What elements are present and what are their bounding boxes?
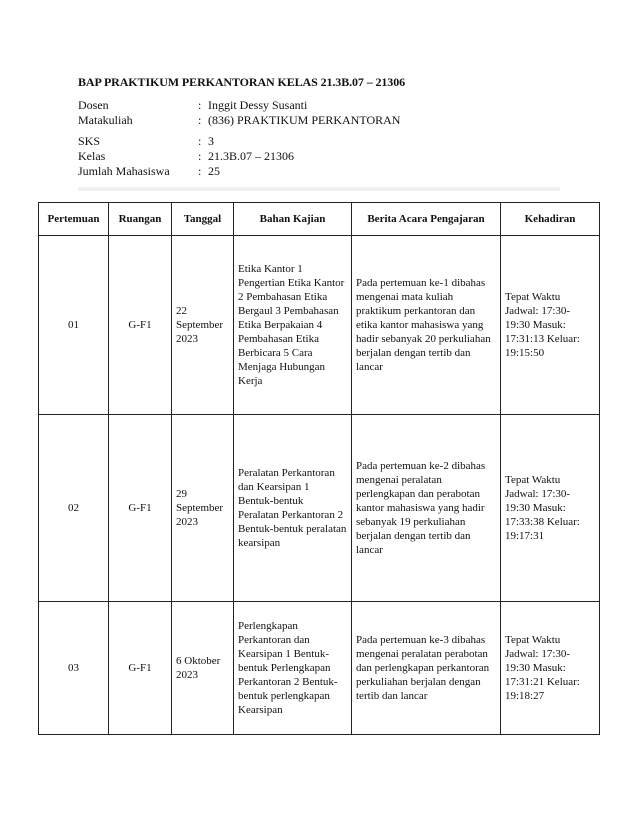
cell-ruangan: G-F1: [109, 236, 172, 415]
info-colon: :: [198, 113, 202, 127]
course-info: [78, 98, 400, 179]
cell-ruangan: G-F1: [109, 602, 172, 735]
cell-bahan-kajian: Perlengkapan Perkantoran dan Kearsipan 1 Bentuk-bentuk Perlengkapan Perkantoran 2 Bentuk-bentuk perlengkapan Kearsipan: [234, 602, 352, 735]
info-value: 21.3B.07 – 21306: [208, 149, 295, 163]
info-colon: :: [198, 164, 202, 178]
cell-pertemuan: 01: [39, 236, 109, 415]
cell-berita-acara: Pada pertemuan ke-2 dibahas mengenai peralatan perlengkapan dan perabotan kantor mahasiswa yang hadir sebanyak 19 perkuliahan berjalan dengan tertib dan lancar: [352, 415, 501, 602]
header-ruangan: Ruangan: [109, 203, 172, 236]
info-row-matakuliah: [78, 113, 400, 128]
info-label: Dosen: [78, 98, 109, 112]
info-value: 25: [208, 164, 220, 178]
info-colon: :: [198, 98, 202, 112]
cell-pertemuan: 03: [39, 602, 109, 735]
divider: [78, 187, 560, 191]
info-value: (836) PRAKTIKUM PERKANTORAN: [208, 113, 401, 127]
info-colon: :: [198, 134, 202, 148]
header-tanggal: Tanggal: [172, 203, 234, 236]
info-label: Kelas: [78, 149, 106, 163]
info-label: Jumlah Mahasiswa: [78, 164, 170, 178]
cell-kehadiran: Tepat Waktu Jadwal: 17:30-19:30 Masuk: 17:33:38 Keluar: 19:17:31: [501, 415, 600, 602]
table-row: [39, 236, 600, 415]
info-row-jumlah-mahasiswa: [78, 164, 400, 179]
table-row: [39, 602, 600, 735]
cell-ruangan: G-F1: [109, 415, 172, 602]
header-kehadiran: Kehadiran: [501, 203, 600, 236]
cell-pertemuan: 02: [39, 415, 109, 602]
info-label: SKS: [78, 134, 101, 148]
info-row-sks: [78, 128, 400, 149]
cell-bahan-kajian: Peralatan Perkantoran dan Kearsipan 1 Bentuk-bentuk Peralatan Perkantoran 2 Bentuk-bentuk peralatan kearsipan: [234, 415, 352, 602]
cell-kehadiran: Tepat Waktu Jadwal: 17:30-19:30 Masuk: 17:31:21 Keluar: 19:18:27: [501, 602, 600, 735]
info-row-dosen: [78, 98, 400, 113]
header-berita-acara: Berita Acara Pengajaran: [352, 203, 501, 236]
header-bahan-kajian: Bahan Kajian: [234, 203, 352, 236]
info-value: Inggit Dessy Susanti: [208, 98, 308, 112]
info-colon: :: [198, 149, 202, 163]
table-header-row: [39, 203, 600, 236]
info-value: 3: [208, 134, 214, 148]
info-label: Matakuliah: [78, 113, 133, 127]
table-row: [39, 415, 600, 602]
cell-bahan-kajian: Etika Kantor 1 Pengertian Etika Kantor 2 Pembahasan Etika Bergaul 3 Pembahasan Etika Berpakaian 4 Pembahasan Etika Berbicara 5 Cara Menjaga Hubungan Kerja: [234, 236, 352, 415]
cell-tanggal: 22 September 2023: [172, 236, 234, 415]
cell-kehadiran: Tepat Waktu Jadwal: 17:30-19:30 Masuk: 17:31:13 Keluar: 19:15:50: [501, 236, 600, 415]
cell-tanggal: 29 September 2023: [172, 415, 234, 602]
info-row-kelas: [78, 149, 400, 164]
cell-berita-acara: Pada pertemuan ke-3 dibahas mengenai peralatan perabotan dan perlengkapan perkantoran perkuliahan berjalan dengan tertib dan lancar: [352, 602, 501, 735]
document-title: BAP PRAKTIKUM PERKANTORAN KELAS 21.3B.07 – 21306: [78, 75, 406, 89]
cell-berita-acara: Pada pertemuan ke-1 dibahas mengenai mata kuliah praktikum perkantoran dan etika kantor mahasiswa yang hadir sebanyak 20 perkuliahan berjalan dengan tertib dan lancar: [352, 236, 501, 415]
cell-tanggal: 6 Oktober 2023: [172, 602, 234, 735]
attendance-table: [38, 202, 600, 735]
header-pertemuan: Pertemuan: [39, 203, 109, 236]
